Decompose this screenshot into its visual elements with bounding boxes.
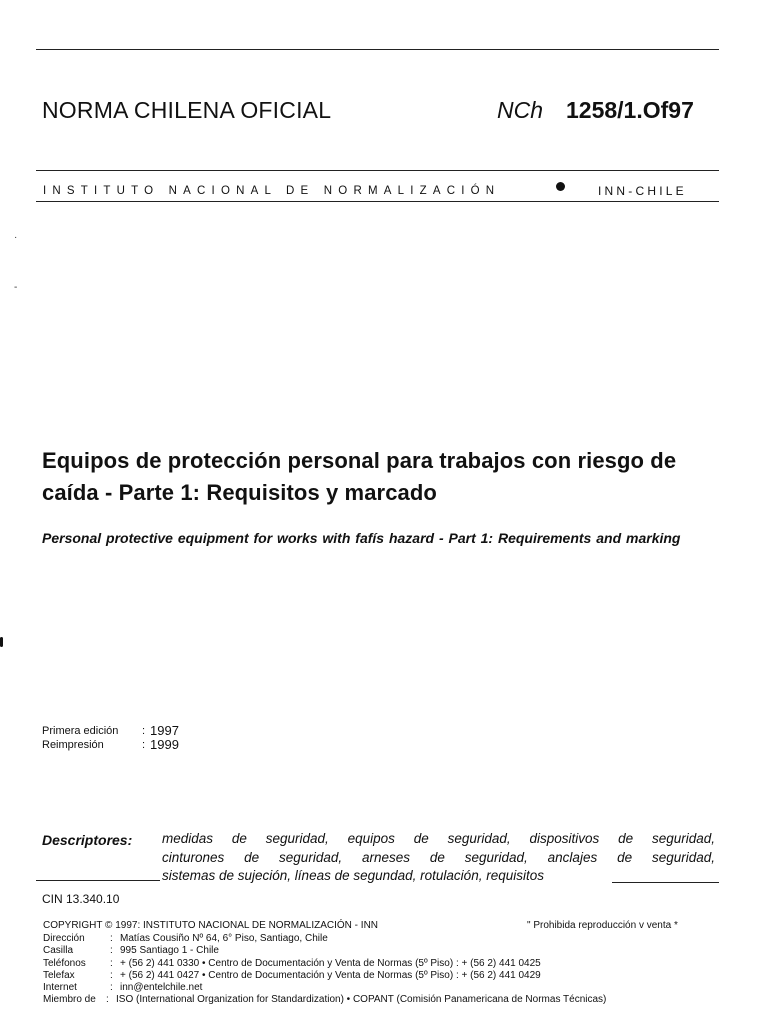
phones-value: + (56 2) 441 0330 • Centro de Documentación y Venta de Normas (5º Piso) : + (56 2) 441 0425 — [120, 958, 541, 969]
copyright-notice: " Prohibida reproducción v venta * — [527, 920, 678, 931]
document-type-title: NORMA CHILENA OFICIAL — [42, 97, 332, 123]
fax-value: + (56 2) 441 0427 • Centro de Documentación y Venta de Normas (5º Piso) : + (56 2) 441 0429 — [120, 970, 541, 981]
institute-name: INSTITUTO NACIONAL DE NORMALIZACIÓN — [43, 185, 501, 197]
fax-label: Telefax — [43, 970, 75, 981]
reprint-year: 1999 — [150, 737, 179, 752]
fax-colon: : — [110, 970, 113, 981]
standard-number: 1258/1.Of97 — [566, 97, 694, 123]
descriptors-rule-left — [36, 880, 160, 881]
reprint-colon: : — [142, 739, 146, 751]
address-value: Matías Cousiño Nº 64, 6° Piso, Santiago, Chile — [120, 933, 328, 944]
internet-label: Internet — [43, 982, 77, 993]
descriptors-line-1: medidas de seguridad, equipos de seguridad, dispositivos de seguridad, — [162, 831, 715, 846]
scan-mark — [0, 637, 3, 647]
internet-value: inn@entelchile.net — [120, 982, 203, 993]
header-rule-upper — [36, 170, 719, 171]
address-label: Dirección — [43, 933, 85, 944]
bullet-icon — [556, 182, 565, 191]
header-rule-lower — [36, 201, 719, 202]
scan-mark: - — [14, 282, 18, 293]
pobox-label: Casilla — [43, 945, 74, 956]
descriptors-label: Descriptores: — [42, 832, 133, 848]
first-edition-colon: : — [142, 725, 146, 737]
member-value: ISO (International Organization for Standardization) • COPANT (Comisión Panamericana de Normas Técnicas) — [116, 994, 607, 1005]
member-colon: : — [106, 994, 109, 1005]
pobox-value: 995 Santiago 1 - Chile — [120, 945, 219, 956]
copyright-line: COPYRIGHT © 1997: INSTITUTO NACIONAL DE NORMALIZACIÓN - INN — [43, 920, 379, 931]
scan-mark: · — [14, 232, 18, 243]
pobox-colon: : — [110, 945, 113, 956]
phones-colon: : — [110, 958, 113, 969]
descriptors-rule-right — [612, 882, 719, 883]
first-edition-year: 1997 — [150, 723, 179, 738]
top-rule — [36, 49, 719, 50]
reprint-label: Reimpresión — [42, 739, 104, 751]
internet-colon: : — [110, 982, 113, 993]
first-edition-label: Primera edición — [42, 725, 119, 737]
inn-chile-label: INN-CHILE — [598, 184, 687, 198]
document-title-english: Personal protective equipment for works with fafís hazard - Part 1: Requirements and marking — [42, 530, 681, 546]
phones-label: Teléfonos — [43, 958, 86, 969]
descriptors-line-2: cinturones de seguridad, arneses de seguridad, anclajes de seguridad, — [162, 850, 715, 865]
document-title-spanish: Equipos de protección personal para trabajos con riesgo de caída - Parte 1: Requisitos y marcado — [42, 448, 677, 505]
member-label: Miembro de — [43, 994, 96, 1005]
nch-label: NCh — [497, 97, 544, 123]
address-colon: : — [110, 933, 113, 944]
cin-code: CIN 13.340.10 — [42, 892, 120, 906]
descriptors-line-3: sistemas de sujeción, líneas de segundad, rotulación, requisitos — [162, 868, 544, 883]
